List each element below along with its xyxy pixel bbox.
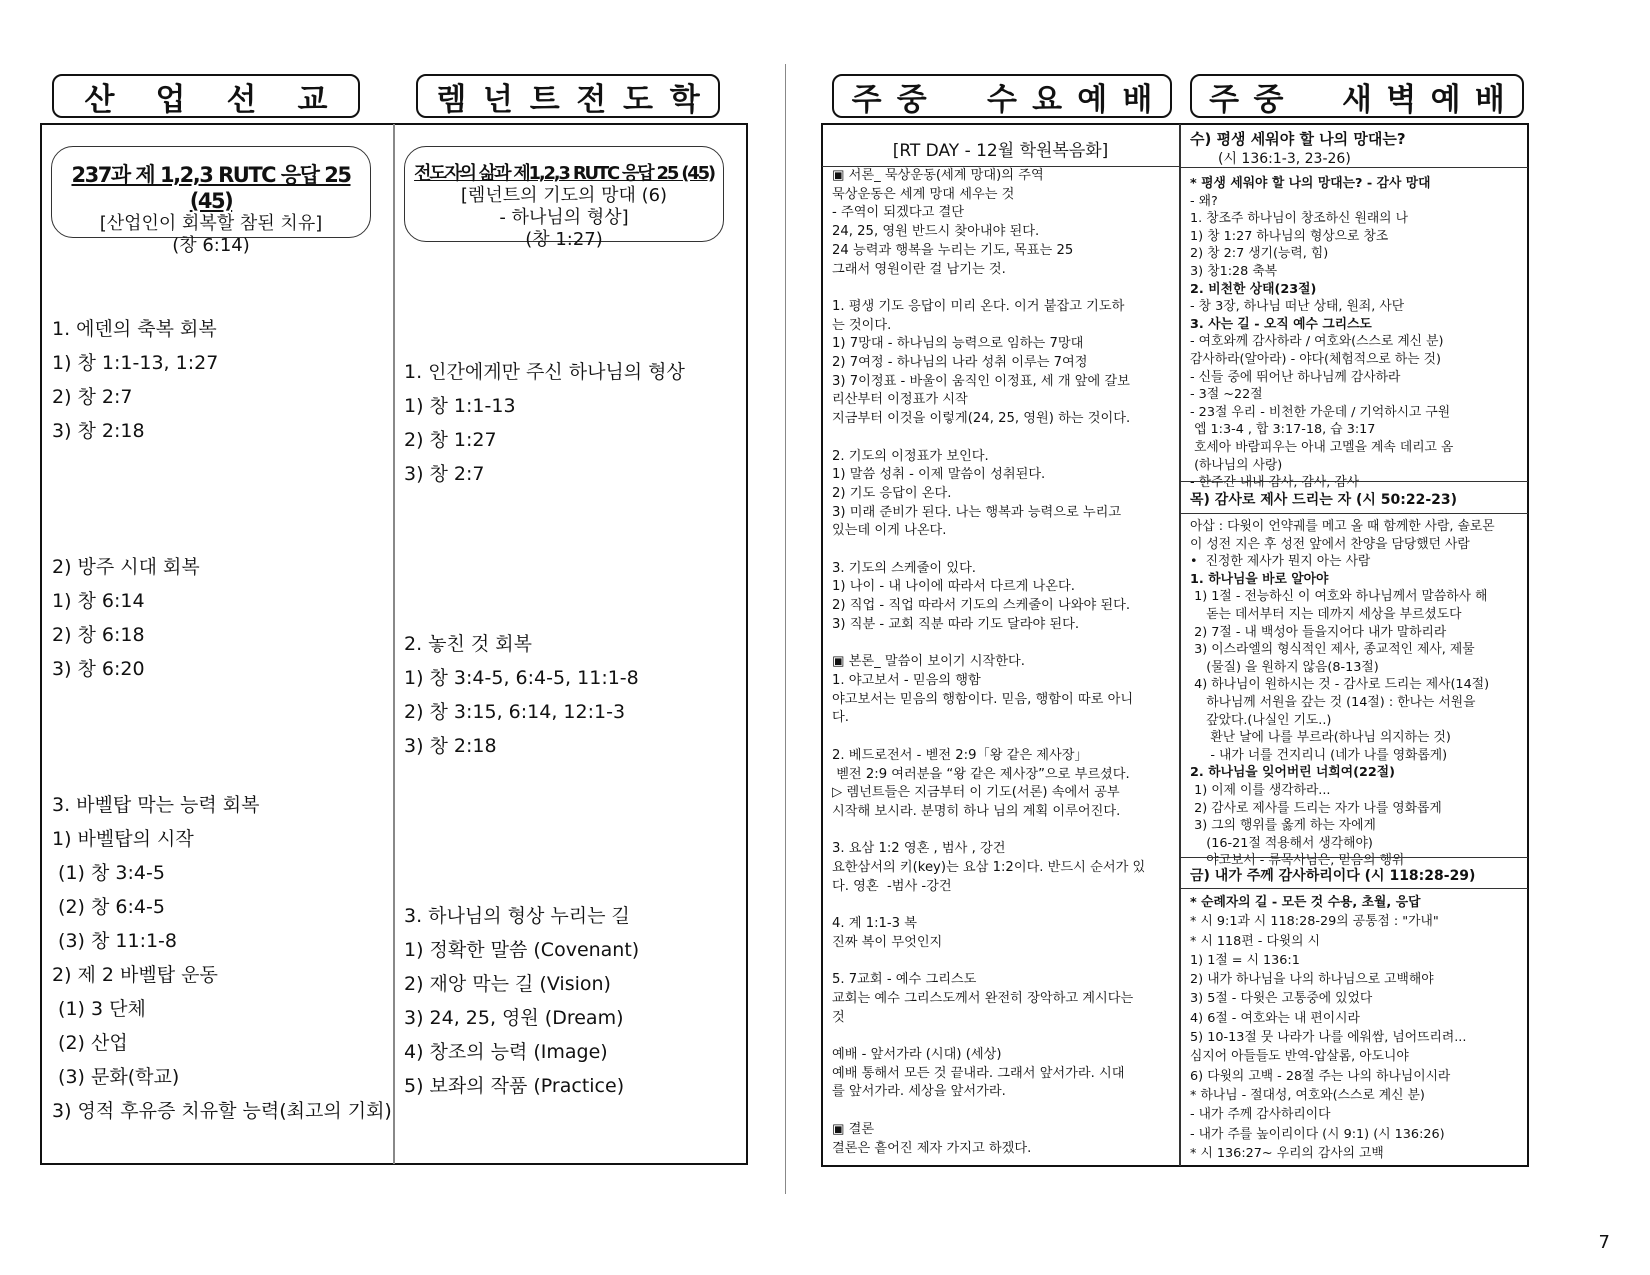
left-column-divider bbox=[393, 124, 395, 1164]
col2-subtitle2: - 하나님의 형상] bbox=[499, 207, 629, 228]
header-dawn-service: 주 중 새 벽 예 배 bbox=[1190, 74, 1524, 118]
col1-title-box bbox=[51, 146, 371, 256]
col4-s1-title-divider bbox=[1180, 167, 1528, 168]
col4-s3-top-divider bbox=[1180, 857, 1528, 858]
col4-s3-title-divider bbox=[1180, 888, 1528, 889]
page-fold-divider bbox=[785, 64, 786, 1194]
col1-body: 1. 에덴의 축복 회복 1) 창 1:1-13, 1:27 2) 창 2:7 3) 창 2:18 2) 방주 시대 회복 1) 창 6:14 2) 창 6:18 3) 창 6:20 3. 바벨탑 막는 능력 회복 1) 바벨탑의 시작 (1) 창 3:4-5 (2) 창 6:4-5 (3) 창 11:1-8 2) 제 2 바벨탑 운동 (1) 3 단체 (2) 산업 (3) 문화(학교) 3) 영적 후유증 치유할 능력(최고의 기회) bbox=[52, 318, 392, 1122]
header-industrial-mission: 산 업 선 교 bbox=[52, 74, 360, 118]
col4-s2-body3: 1) 이제 이를 생각하라... 2) 감사로 제사를 드리는 자가 나를 영화롭게 3) 그의 행위를 옳게 하는 자에게 (16-21절 적용해서 생각해야) 야고보서 - 류목사님은, 믿음의 행위 bbox=[1194, 782, 1442, 869]
col4-s3-block bbox=[1190, 893, 1524, 1163]
col2-title-box bbox=[404, 146, 724, 250]
col2-subtitle: [렘넌트의 기도의 망대 (6) bbox=[460, 185, 668, 206]
col4-s3-title: 금) 내가 주께 감사하리이다 (시 118:28-29) bbox=[1190, 868, 1476, 884]
col4-s2-body2: 1) 1절 - 전능하신 이 여호와 하나님께서 말씀하사 해 돋는 데서부터 지는 데까지 세상을 부르셨도다 2) 7절 - 내 백성아 들을지어다 내가 말하리라 3) 이스라엘의 형식적인 제사, 종교적인 제사, 제물 (물질) 을 원하지 않음(8-13절) 4) 하나님이 원하시는 것 - 감사로 드리는 제사(14절) 하나님께 서원을 갚는 것 (14절) : 한나는 서원을 갚았다.(나실인 기도..) 환난 날에 나를 부르라(하나님 의지하는 것) - 내가 너를 건지리니 (네가 나를 영화롭게) bbox=[1194, 589, 1490, 763]
col1-subtitle: [산업인이 회복할 참된 치유] bbox=[99, 213, 323, 234]
col1-ref: (창 6:14) bbox=[172, 235, 250, 256]
col4-s2-title-divider bbox=[1180, 513, 1528, 514]
col3-title: [RT DAY - 12월 학원복음화] bbox=[892, 141, 1109, 161]
col4-s1-body3: - 여호와께 감사하라 / 여호와(스스로 계신 분) 감사하라(알아라) - 야다(체험적으로 하는 것) - 신들 중에 뛰어난 하나님께 감사하라 - 3절 ~22절 - 23절 우리 - 비천한 가운데 / 기억하시고 구원 엡 1:3-4 , 합 3:17-18, 습 3:17 호세아 바람피우는 아내 고멜을 계속 데리고 옴 (하나님의 사랑) - 한주간 내내 감사, 감사, 감사 bbox=[1190, 334, 1454, 491]
col4-s2-bold2: 2. 하나님을 잊어버린 너희여(22절) bbox=[1190, 765, 1395, 781]
col3-body: ▣ 서론_ 묵상운동(세계 망대)의 주역 묵상운동은 세계 망대 세우는 것 - 주역이 되겠다고 결단 24, 25, 영원 반드시 찾아내야 된다. 24 능력과 행복을 누리는 기도, 목표는 25 그래서 영원이란 걸 남기는 것. 1. 평생 기도 응답이 미리 온다. 이거 붙잡고 기도하 는 것이다. 1) 7망대 - 하나님의 능력으로 임하는 7망대 2) 7여정 - 하나님의 나라 성취 이루는 7여정 3) 7이정표 - 바울이 움직인 이정표, 세 개 앞에 갈보 리산부터 이정표가 시작 지금부터 이것을 이렇게(24, 25, 영원) 하는 것이다. 2. 기도의 이정표가 보인다. 1) 말씀 성취 - 이제 말씀이 성취된다. 2) 기도 응답이 온다. 3) 미래 준비가 된다. 나는 행복과 능력으로 누리고 있는데 이게 나온다. 3. 기도의 스케줄이 있다. 1) 나이 - 내 나이에 따라서 다르게 나온다. 2) 직업 - 직업 따라서 기도의 스케줄이 나와야 된다. 3) 직분 - 교회 직분 따라 기도 달라야 된다. ▣ 본론_ 말씀이 보이기 시작한다. 1. 야고보서 - 믿음의 행함 야고보서는 믿음의 행함이다. 믿음, 행함이 따로 아니 다. 2. 베드로전서 - 벧전 2:9「왕 같은 제사장」 벧전 2:9 여러분을 “왕 같은 제사장”으로 부르셨다. ▷ 렘넌트들은 지금부터 이 기도(서론) 속에서 공부 시작해 보시라. 분명히 하나 님의 계획 이루어진다. 3. 요삼 1:2 영혼 , 범사 , 강건 요한삼서의 키(key)는 요삼 1:2이다. 반드시 순서가 있 다. 영혼 -범사 -강건 4. 계 1:1-3 복 진짜 복이 무엇인지 5. 7교회 - 예수 그리스도 교회는 예수 그리스도께서 완전히 장악하고 계시다는 것 예배 - 앞서가라 (시대) (세상) 예배 통해서 모든 것 끝내라. 그래서 앞서가라. 시대 를 앞서가라. 세상을 앞서가라. ▣ 결론 결론은 흩어진 제자 가지고 하겠다. bbox=[832, 168, 1146, 1156]
col4-s3-body1: * 시 9:1과 시 118:28-29의 공통점 : "가내" * 시 118편 - 다윗의 시 1) 1절 = 시 136:1 2) 내가 하나님을 나의 하나님으로 고백해야 3) 5절 - 다윗은 고통중에 있었다 4) 6절 - 여호와는 내 편이시라 5) 10-13절 뭇 나라가 나를 에워쌈, 넘어뜨리려... 심지어 아들들도 반역-압살롬, 아도니야 6) 다윗의 고백 - 28절 주는 나의 하나님이시라 * 하나님 - 절대성, 여호와(스스로 계신 분) - 내가 주께 감사하리이다 - 내가 주를 높이리이다 (시 9:1) (시 136:26) * 시 136:27~ 우리의 감사의 고백 bbox=[1190, 914, 1467, 1161]
col4-s2-body1: 아삽 : 다윗이 언약궤를 메고 올 때 함께한 사람, 솔로몬 이 성전 지은 후 성전 앞에서 찬양을 담당했던 사람 • 진정한 제사가 뭔지 아는 사람 bbox=[1190, 519, 1495, 570]
col4-s1-bold1: * 평생 세워야 할 나의 망대는? - 감사 망대 bbox=[1190, 176, 1431, 191]
col4-s2-title: 목) 감사로 제사 드리는 자 (시 50:22-23) bbox=[1190, 492, 1458, 508]
col4-s1-title: 수) 평생 세워야 할 나의 망대는? bbox=[1190, 130, 1406, 148]
col4-s1-bold2: 2. 비천한 상태(23절) bbox=[1190, 281, 1317, 297]
col1-title: 237과 제 1,2,3 RUTC 응답 25 (45) bbox=[71, 163, 351, 213]
page-number: 7 bbox=[1598, 1232, 1610, 1253]
col4-s2-bold1: 1. 하나님을 바로 알아야 bbox=[1190, 571, 1329, 587]
col4-s1-body1: - 왜? 1. 창조주 하나님이 창조하신 원래의 나 1) 창 1:27 하나님의 형상으로 창조 2) 창 2:7 생기(능력, 힘) 3) 창1:28 축복 bbox=[1190, 193, 1408, 279]
col4-s3-bold1: * 순례자의 길 - 모든 것 수용, 초월, 응답 bbox=[1190, 895, 1421, 910]
header-wednesday-service: 주 중 수 요 예 배 bbox=[832, 74, 1172, 118]
col2-ref: (창 1:27) bbox=[525, 229, 603, 250]
col4-s2-top-divider bbox=[1180, 481, 1528, 482]
col4-s2-block bbox=[1190, 518, 1524, 870]
col2-body: 1. 인간에게만 주신 하나님의 형상 1) 창 1:1-13 2) 창 1:27 3) 창 2:7 2. 놓친 것 회복 1) 창 3:4-5, 6:4-5, 11:1-8 2) 창 3:15, 6:14, 12:1-3 3) 창 2:18 3. 하나님의 형상 누리는 길 1) 정확한 말씀 (Covenant) 2) 재앙 막는 길 (Vision) 3) 24, 25, 영원 (Dream) 4) 창조의 능력 (Image) 5) 보좌의 작품 (Practice) bbox=[404, 361, 685, 1097]
col2-title: 전도자의 삶과 제1,2,3 RUTC 응답 25 (45) bbox=[414, 163, 714, 184]
right-column-divider bbox=[1179, 124, 1181, 1166]
header-remnant-evangelism: 렘 넌 트 전 도 학 bbox=[416, 74, 720, 118]
col4-s1-ref: (시 136:1-3, 23-26) bbox=[1218, 151, 1351, 167]
col4-s1-block bbox=[1190, 175, 1524, 492]
col4-s1-body2: - 창 3장, 하나님 떠난 상태, 원죄, 사단 bbox=[1190, 299, 1405, 315]
col4-s1-bold3: 3. 사는 길 - 오직 예수 그리스도 bbox=[1190, 316, 1372, 332]
